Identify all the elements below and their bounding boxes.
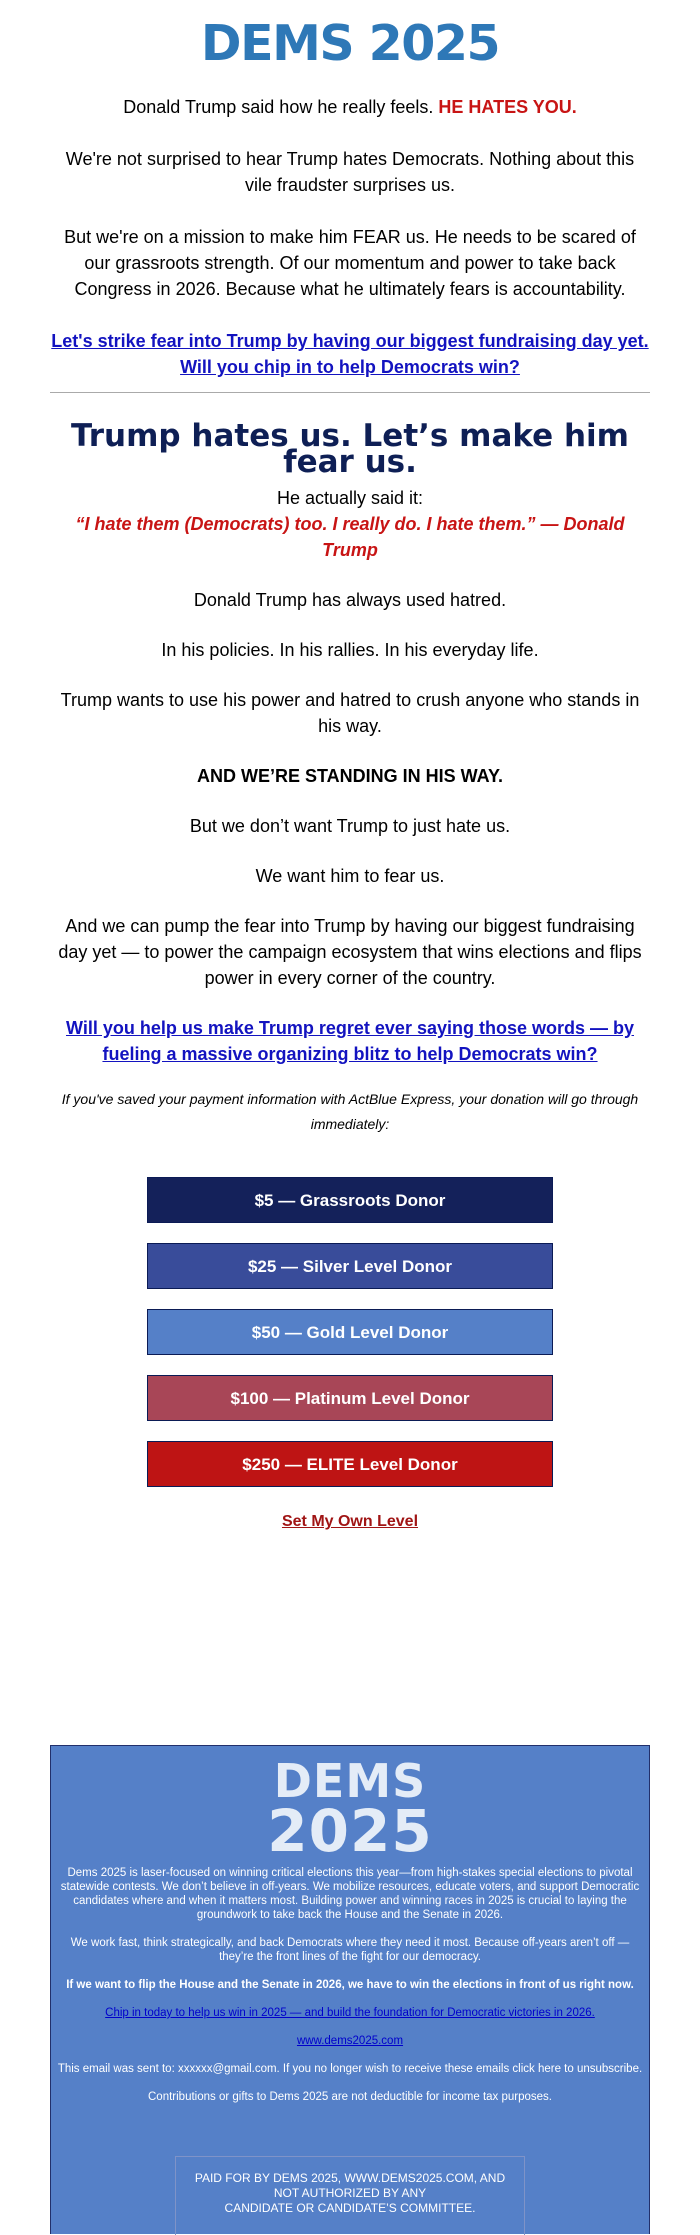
donate-250-button[interactable]: $250 — ELITE Level Donor (147, 1441, 553, 1487)
footer-chip-block (57, 2006, 643, 2020)
set-own-level-link[interactable]: Set My Own Level (281, 1513, 419, 1530)
paid-line-2: NOT AUTHORIZED BY ANY (273, 2186, 427, 2200)
email-body (50, 0, 650, 1531)
donation-buttons (50, 1177, 650, 1487)
footer-site-link[interactable]: www.dems2025.com (296, 2035, 404, 2047)
p-pump: And we can pump the fear into Trump by having our biggest fundraising day yet — to power the campaign ecosystem that wins elections and flips power in every corner of the country. (58, 916, 642, 988)
headline: Trump hates us. Let’s make him fear us. (71, 418, 629, 480)
intro-lead: Donald Trump said how he really feels. (123, 97, 439, 117)
cta2-block (50, 1015, 650, 1067)
footer-strategy: We work fast, think strategically, and back Democrats where they need it most. Because off-years aren’t off — they’re the front lines of the fight for our democracy. (70, 1937, 630, 1963)
footer (50, 1745, 650, 2234)
divider (50, 392, 650, 393)
footer-about: Dems 2025 is laser-focused on winning critical elections this year—from high-stakes special elections to pivotal statewide contests. We don’t believe in off-years. We mobilize resources, educate voters, and support Democratic candidates where and when it matters most. Building power and winning races in 2025 is crucial to laying the groundwork to take back the House and the Senate in 2026. (60, 1867, 640, 1921)
footer-sent-to[interactable]: This email was sent to: xxxxxx@gmail.com. If you no longer wish to receive these emails click here to unsubscribe. (57, 2063, 643, 2075)
trump-quote: “I hate them (Democrats) too. I really do. I hate them.” — Donald Trump (75, 514, 625, 560)
own-level-block (50, 1513, 650, 1531)
cta-link-regret[interactable]: Will you help us make Trump regret ever saying those words — by fueling a massive organizing blitz to help Democrats win? (66, 1018, 634, 1064)
footer-tax: Contributions or gifts to Dems 2025 are not deductible for income tax purposes. (148, 2091, 552, 2103)
footer-logo-line1: DEMS (273, 1754, 427, 1808)
footer-logo (51, 1754, 649, 1865)
paid-line-1: PAID FOR BY DEMS 2025, WWW.DEMS2025.COM, AND (194, 2171, 506, 2185)
footer-logo-line2: 2025 (267, 1797, 433, 1865)
intro-p1 (50, 94, 650, 120)
p-not-just: But we don’t want Trump to just hate us. (189, 816, 511, 836)
paid-for-box (175, 2156, 525, 2235)
cta-link-strike-fear[interactable]: Let's strike fear into Trump by having our biggest fundraising day yet. (51, 331, 649, 351)
actblue-note: If you've saved your payment information with ActBlue Express, your donation will go through immediately: (61, 1091, 639, 1132)
dems-2025-logo (50, 0, 650, 74)
donate-5-button[interactable]: $5 — Grassroots Donor (147, 1177, 553, 1223)
p-fear: We want him to fear us. (255, 866, 445, 886)
footer-site-block (57, 2034, 643, 2048)
p-standing: AND WE’RE STANDING IN HIS WAY. (196, 766, 504, 786)
footer-flip: If we want to flip the House and the Senate in 2026, we have to win the elections in front of us right now. (66, 1979, 634, 1991)
intro-p3: But we're on a mission to make him FEAR us. He needs to be scared of our grassroots strength. Of our momentum and power to take back Congress in 2026. Because what he ultimately fears is accountability. (64, 227, 636, 299)
logo-text: DEMS 2025 (200, 15, 500, 72)
footer-chip-link[interactable]: Chip in today to help us win in 2025 — and build the foundation for Democratic victories in 2026. (105, 2007, 595, 2019)
he-hates-you: HE HATES YOU. (438, 97, 577, 117)
donate-100-button[interactable]: $100 — Platinum Level Donor (147, 1375, 553, 1421)
paid-line-3: CANDIDATE OR CANDIDATE’S COMMITTEE. (224, 2201, 476, 2215)
donate-50-button[interactable]: $50 — Gold Level Donor (147, 1309, 553, 1355)
p-policies: In his policies. In his rallies. In his everyday life. (161, 640, 539, 660)
donate-25-button[interactable]: $25 — Silver Level Donor (147, 1243, 553, 1289)
said-it: He actually said it: (276, 488, 424, 508)
p-power: Trump wants to use his power and hatred to crush anyone who stands in his way. (60, 690, 640, 736)
p-hatred: Donald Trump has always used hatred. (193, 590, 507, 610)
intro-p2: We're not surprised to hear Trump hates Democrats. Nothing about this vile fraudster surprises us. (65, 149, 635, 195)
cta-block (50, 328, 650, 380)
cta-link-chip-in[interactable]: Will you chip in to help Democrats win? (180, 357, 520, 377)
